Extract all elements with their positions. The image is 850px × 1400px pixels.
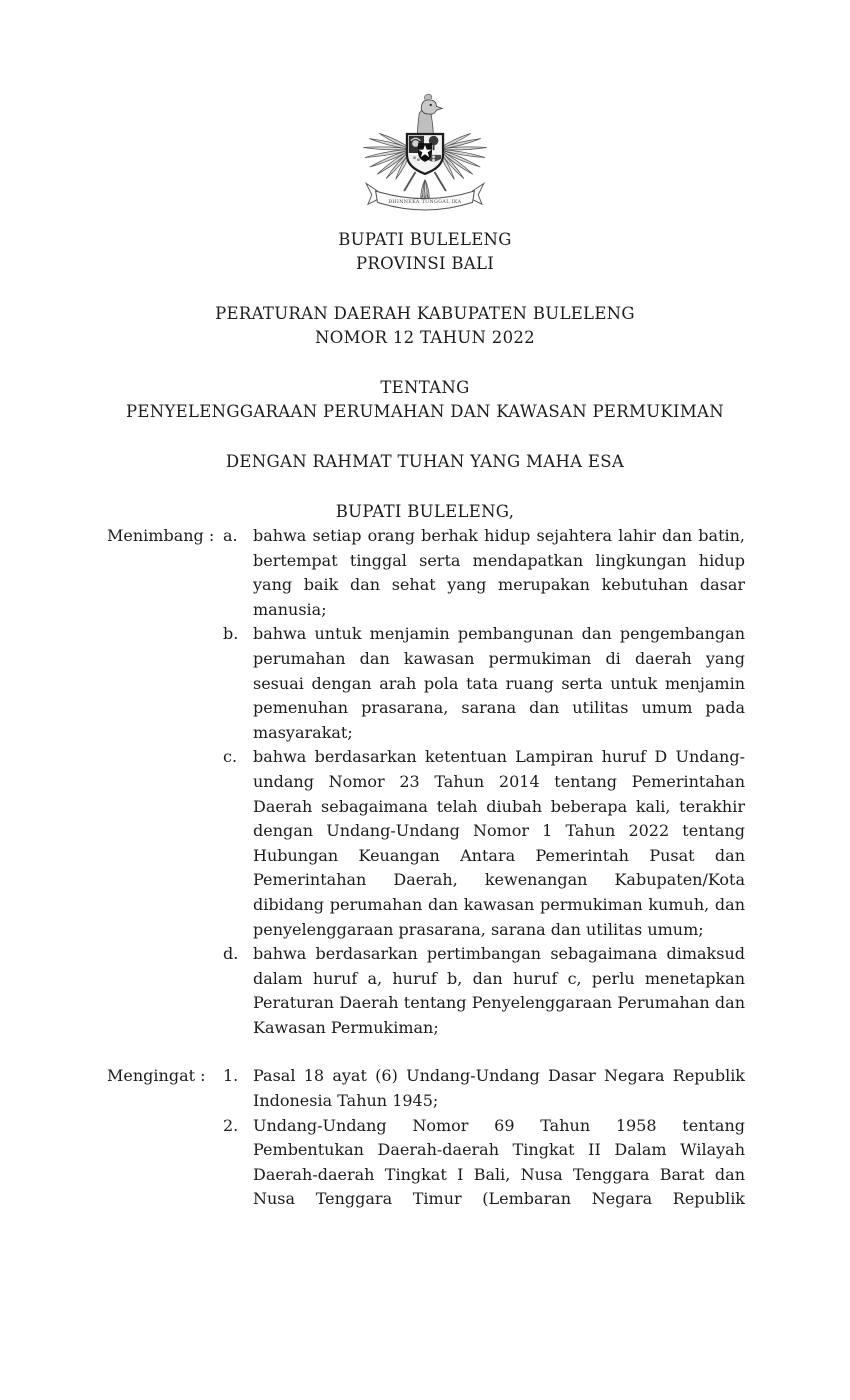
province-title: PROVINSI BALI — [355, 254, 495, 273]
mengingat-label: Mengingat : — [107, 1066, 206, 1086]
issuer-line: BUPATI BULELENG, — [335, 502, 515, 521]
list-item — [223, 1064, 745, 1113]
clause-marker: 2. — [223, 1115, 239, 1135]
authority-block — [0, 228, 850, 276]
clause-text: bahwa berdasarkan ketentuan Lampiran huruf D Undang-undang Nomor 23 Tahun 2014 tentang Pemerintahan Daerah sebagaimana telah diubah beberapa kali, terakhir dengan Undang-Undang Nomor 1 Tahun 2022 tentang Hubungan Keuangan Antara Pemerintah Pusat dan Pemerintahan Daerah, kewenangan Kabupaten/Kota dibidang perumahan dan kawasan permukiman kumuh, dan penyelenggaraan prasarana, sarana dan utilitas umum; — [253, 747, 745, 939]
regulation-number: NOMOR 12 TAHUN 2022 — [315, 328, 535, 347]
clause-marker: 1. — [223, 1066, 239, 1086]
menimbang-section — [107, 524, 745, 1040]
subject-block — [0, 376, 850, 424]
list-item — [223, 1114, 745, 1212]
invocation-block — [0, 450, 850, 474]
clause-text: bahwa setiap orang berhak hidup sejahtera lahir dan batin, bertempat tinggal serta mendapatkan lingkungan hidup yang baik dan sehat yang merupakan kebutuhan dasar manusia; — [253, 526, 745, 619]
clause-text: Pasal 18 ayat (6) Undang-Undang Dasar Negara Republik Indonesia Tahun 1945; — [253, 1066, 745, 1111]
authority-title: BUPATI BULELENG — [338, 230, 512, 249]
clause-text: Undang-Undang Nomor 69 Tahun 1958 tentang Pembentukan Daerah-daerah Tingkat II Dalam Wilayah Daerah-daerah Tingkat I Bali, Nusa Tenggara Barat dan Nusa Tenggara Timur (Lembaran Negara Republik — [253, 1115, 745, 1209]
regulation-title-block — [0, 302, 850, 350]
document-body — [0, 524, 850, 1212]
emblem-motto-text: BHINNEKA TUNGGAL IKA — [388, 199, 462, 205]
invocation-line: DENGAN RAHMAT TUHAN YANG MAHA ESA — [225, 452, 625, 471]
issuer-block — [0, 500, 850, 524]
list-item — [223, 942, 745, 1040]
document-header — [0, 0, 850, 524]
garuda-pancasila-emblem — [349, 92, 501, 214]
about-label: TENTANG — [380, 378, 470, 397]
menimbang-items — [223, 524, 745, 1040]
clause-marker: b. — [223, 624, 239, 644]
clause-text: bahwa untuk menjamin pembangunan dan pengembangan perumahan dan kawasan permukiman di daerah yang sesuai dengan arah pola tata ruang serta untuk menjamin pemenuhan prasarana, sarana dan utilitas umum pada masyarakat; — [253, 624, 745, 742]
list-item — [223, 745, 745, 942]
regulation-title: PERATURAN DAERAH KABUPATEN BULELENG — [215, 304, 635, 323]
list-item — [223, 622, 745, 745]
mengingat-section — [107, 1064, 745, 1212]
list-item — [223, 524, 745, 622]
clause-marker: c. — [223, 747, 238, 767]
clause-text: bahwa berdasarkan pertimbangan sebagaimana dimaksud dalam huruf a, huruf b, dan huruf c, perlu menetapkan Peraturan Daerah tentang Penyelenggaraan Perumahan dan Kawasan Permukiman; — [253, 944, 745, 1037]
garuda-pancasila-icon — [349, 92, 501, 214]
menimbang-label: Menimbang : — [107, 526, 215, 545]
mengingat-items — [223, 1064, 745, 1212]
subject-title: PENYELENGGARAAN PERUMAHAN DAN KAWASAN PERMUKIMAN — [126, 402, 724, 421]
clause-marker: d. — [223, 944, 239, 964]
clause-marker: a. — [223, 526, 238, 545]
